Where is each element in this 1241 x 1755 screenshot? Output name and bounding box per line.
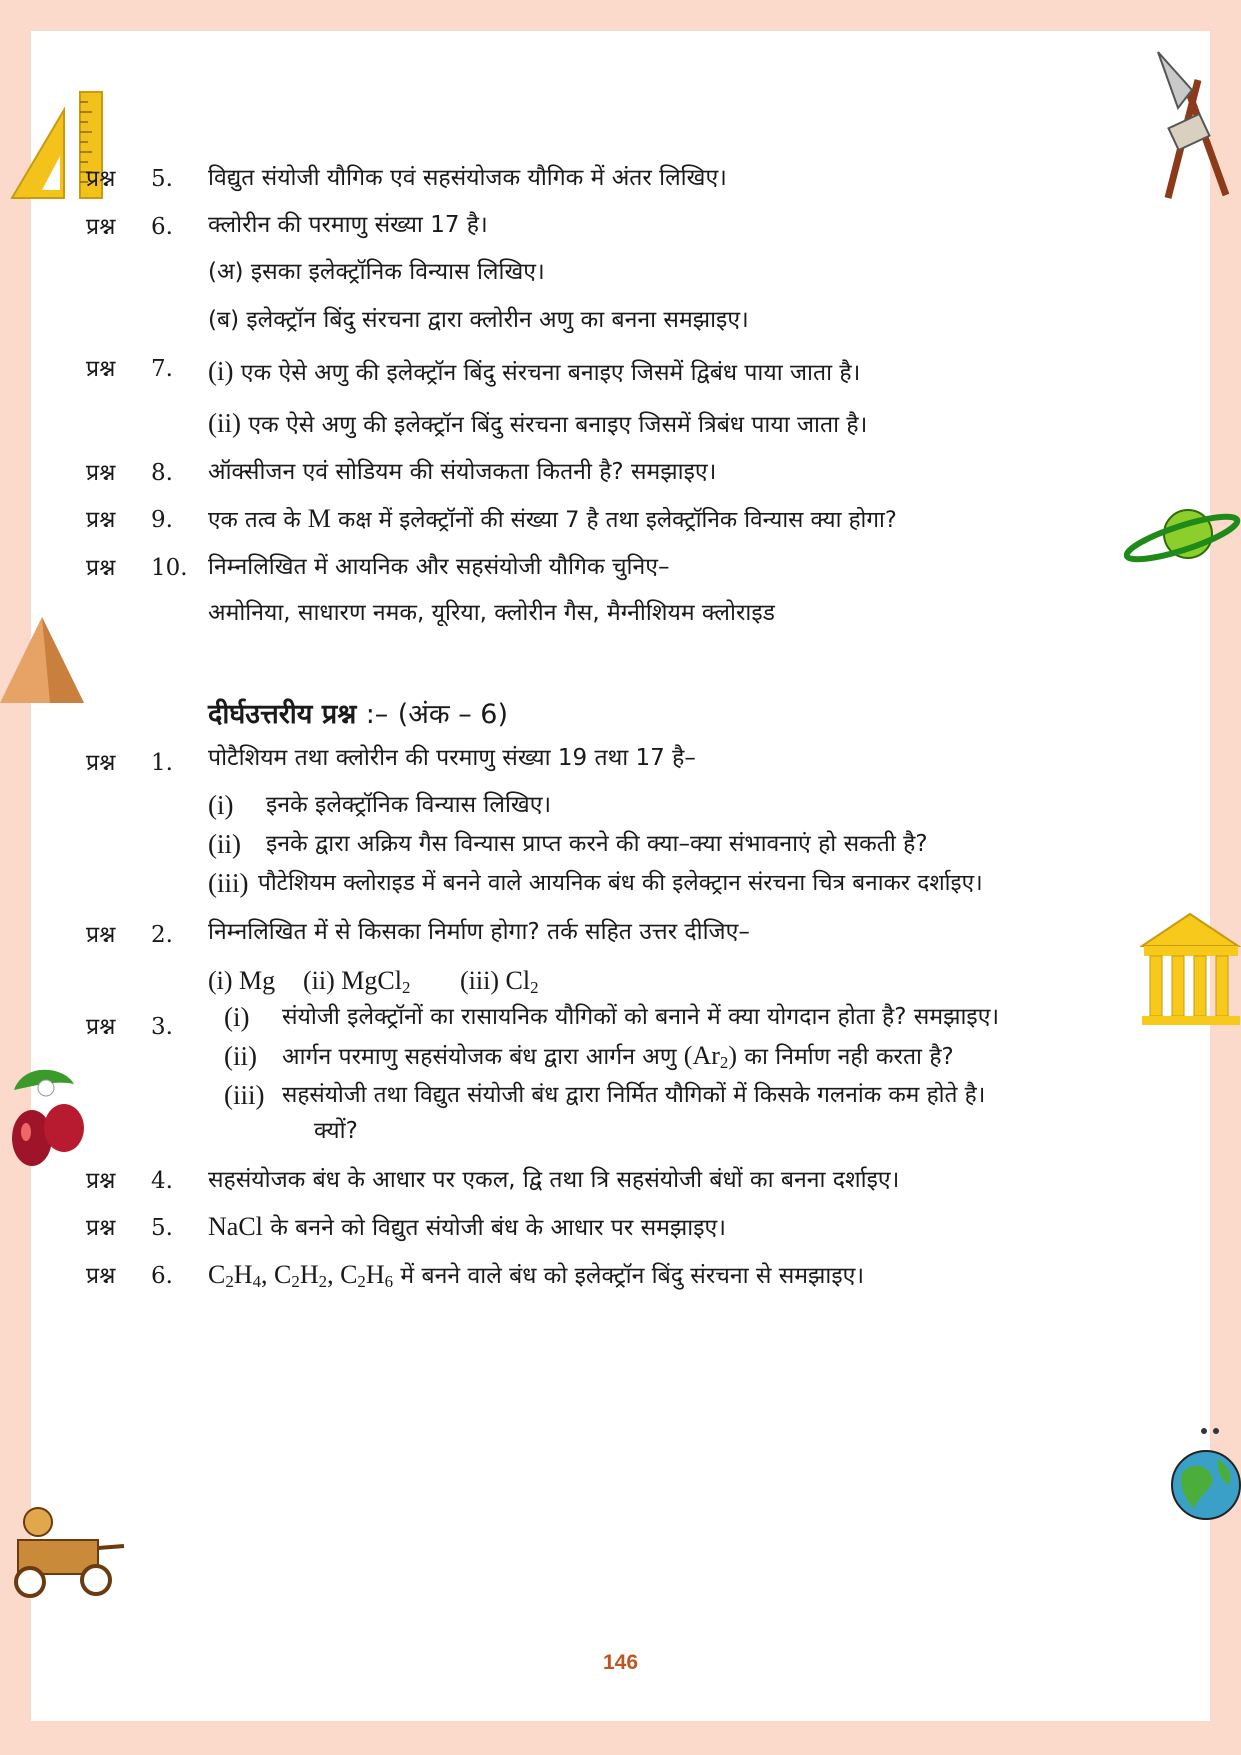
- subscript: 4: [252, 1272, 262, 1292]
- formula-text: H: [233, 1260, 253, 1289]
- question-label: प्रश्न: [86, 922, 116, 948]
- sub-question-a: (अ) इसका इलेक्ट्रॉनिक विन्यास लिखिए।: [208, 259, 545, 285]
- question-number: 3.: [151, 1014, 173, 1040]
- sub-question-text: पौटेशियम क्लोराइड में बनने वाले आयनिक बंध की इलेक्ट्रान संरचना चित्र बनाकर दर्शाइए।: [258, 870, 983, 896]
- sub-question-text: इनके द्वारा अक्रिय गैस विन्यास प्राप्त करने की क्या–क्या संभावनाएं हो सकती है?: [266, 831, 928, 857]
- formula-nacl: NaCl: [208, 1212, 263, 1241]
- sub-question-text: इनके इलेक्ट्रॉनिक विन्यास लिखिए।: [266, 792, 552, 818]
- heading-title: दीर्घउत्तरीय प्रश्न: [208, 699, 357, 730]
- heading-marks: (अंक – 6): [397, 699, 508, 730]
- subscript: 2: [719, 1053, 729, 1073]
- greek-temple-icon: [1140, 912, 1241, 1027]
- question-label: प्रश्न: [86, 166, 116, 192]
- subscript: 2: [225, 1272, 234, 1292]
- question-text: [208, 504, 897, 535]
- question-label: प्रश्न: [86, 507, 116, 533]
- subscript: 6: [384, 1272, 394, 1292]
- text-part: आर्गन परमाणु सहसंयोजक बंध द्वारा आर्गन अणु: [282, 1044, 677, 1070]
- sub-question-i: [208, 356, 860, 388]
- option-cl2: [460, 966, 539, 1003]
- question-number: 6.: [151, 1263, 173, 1289]
- question-label: प्रश्न: [86, 1215, 116, 1241]
- question-text: पोटैशियम तथा क्लोरीन की परमाणु संख्या 19 तथा 17 है–: [208, 745, 696, 771]
- roman-numeral: (i): [224, 1002, 250, 1032]
- heading-separator: :–: [365, 699, 389, 730]
- globe-icon: [1168, 1425, 1241, 1525]
- shell-symbol: M: [307, 504, 331, 533]
- sub-question-text: सहसंयोजी तथा विद्युत संयोजी बंध द्वारा निर्मित यौगिकों में किसके गलनांक कम होते है।: [282, 1082, 986, 1108]
- formula-text: C: [340, 1260, 358, 1289]
- sub-question-continuation: क्यों?: [314, 1118, 358, 1144]
- roman-numeral: (ii): [208, 408, 241, 438]
- question-label: प्रश्न: [86, 356, 116, 382]
- planet-saturn-icon: [1124, 500, 1241, 572]
- question-label: प्रश्न: [86, 750, 116, 776]
- sub-question-text: एक ऐसे अणु की इलेक्ट्रॉन बिंदु संरचना बनाइए जिसमें त्रिबंध पाया जाता है।: [248, 412, 868, 438]
- formula-text: H: [365, 1260, 385, 1289]
- roman-numeral: (iii): [224, 1080, 265, 1110]
- question-number: 4.: [151, 1168, 173, 1194]
- sub-question-text: [282, 1041, 954, 1078]
- question-text: क्लोरीन की परमाणु संख्या 17 है।: [208, 212, 488, 238]
- roman-numeral: (i): [208, 356, 234, 386]
- roman-numeral: (ii): [208, 829, 241, 859]
- question-text: [208, 1260, 864, 1297]
- question-number: 5.: [151, 1215, 173, 1241]
- text-part: में बनने वाले बंध को इलेक्ट्रॉन बिंदु संरचना से समझाइए।: [400, 1263, 865, 1289]
- compound-list: अमोनिया, साधारण नमक, यूरिया, क्लोरीन गैस, मैग्नीशियम क्लोराइड: [208, 600, 775, 626]
- question-number: 9.: [151, 507, 173, 533]
- wooden-cart-icon: [0, 1500, 126, 1600]
- question-label: प्रश्न: [86, 555, 116, 581]
- subscript: 2: [357, 1272, 366, 1292]
- section-heading: [208, 694, 508, 731]
- formula-list: [208, 1260, 394, 1292]
- option-mg: (i) Mg: [208, 966, 276, 995]
- question-number: 7.: [151, 356, 173, 382]
- sub-question-text: संयोजी इलेक्ट्रॉनों का रासायनिक यौगिकों को बनाने में क्या योगदान होता है? समझाइए।: [282, 1004, 1000, 1030]
- separator: ,: [327, 1260, 341, 1289]
- question-number: 8.: [151, 460, 173, 486]
- question-text: निम्नलिखित में आयनिक और सहसंयोजी यौगिक चुनिए–: [208, 554, 670, 580]
- separator: ,: [261, 1260, 275, 1289]
- page-number: 146: [602, 1651, 639, 1674]
- formula-ar2: [683, 1041, 738, 1073]
- question-text: विद्युत संयोजी यौगिक एवं सहसंयोजक यौगिक में अंतर लिखिए।: [208, 165, 727, 191]
- sub-question-ii: [208, 408, 867, 440]
- roman-numeral: (i): [208, 790, 234, 820]
- formula-text: (ii) MgCl: [303, 966, 402, 995]
- formula-text: H: [299, 1260, 319, 1289]
- sub-question-b: (ब) इलेक्ट्रॉन बिंदु संरचना द्वारा क्लोरीन अणु का बनना समझाइए।: [208, 307, 749, 333]
- question-label: प्रश्न: [86, 1014, 116, 1040]
- question-number: 10.: [151, 555, 188, 581]
- text-part: का निर्माण नही करता है?: [744, 1044, 954, 1070]
- stone-axe-icon: [1148, 50, 1238, 202]
- subscript: 2: [401, 978, 411, 998]
- question-number: 1.: [151, 750, 173, 776]
- question-label: प्रश्न: [86, 460, 116, 486]
- roman-numeral: (ii): [224, 1041, 257, 1071]
- question-text: सहसंयोजक बंध के आधार पर एकल, द्वि तथा त्रि सहसंयोजी बंधों का बनना दर्शाइए।: [208, 1167, 900, 1193]
- subscript: 2: [318, 1272, 328, 1292]
- subscript: 2: [530, 978, 539, 998]
- text-part: के बनने को विद्युत संयोजी बंध के आधार पर समझाइए।: [270, 1215, 726, 1241]
- formula-close: ): [728, 1041, 738, 1070]
- roman-numeral: (iii): [208, 868, 249, 898]
- text-part: एक तत्व के: [208, 507, 301, 533]
- question-number: 6.: [151, 214, 173, 240]
- text-part: कक्ष में इलेक्ट्रॉनों की संख्या 7 है तथा इलेक्ट्रॉनिक विन्यास क्या होगा?: [338, 507, 897, 533]
- subscript: 2: [291, 1272, 300, 1292]
- question-text: ऑक्सीजन एवं सोडियम की संयोजकता कितनी है? समझाइए।: [208, 459, 717, 485]
- formula-text: (Ar: [683, 1041, 720, 1070]
- question-label: प्रश्न: [86, 214, 116, 240]
- question-text: [208, 1212, 726, 1243]
- question-label: प्रश्न: [86, 1168, 116, 1194]
- formula-text: C: [208, 1260, 226, 1289]
- option-mgcl2: [303, 966, 410, 1003]
- question-number: 2.: [151, 922, 173, 948]
- formula-text: (iii) Cl: [460, 966, 531, 995]
- question-text: निम्नलिखित में से किसका निर्माण होगा? तर्क सहित उत्तर दीजिए–: [208, 919, 750, 945]
- sub-question-text: एक ऐसे अणु की इलेक्ट्रॉन बिंदु संरचना बनाइए जिसमें द्विबंध पाया जाता है।: [240, 360, 861, 386]
- pyramid-icon: [0, 615, 86, 705]
- question-number: 5.: [151, 166, 173, 192]
- beans-icon: [4, 1060, 88, 1168]
- question-label: प्रश्न: [86, 1263, 116, 1289]
- formula-text: C: [274, 1260, 292, 1289]
